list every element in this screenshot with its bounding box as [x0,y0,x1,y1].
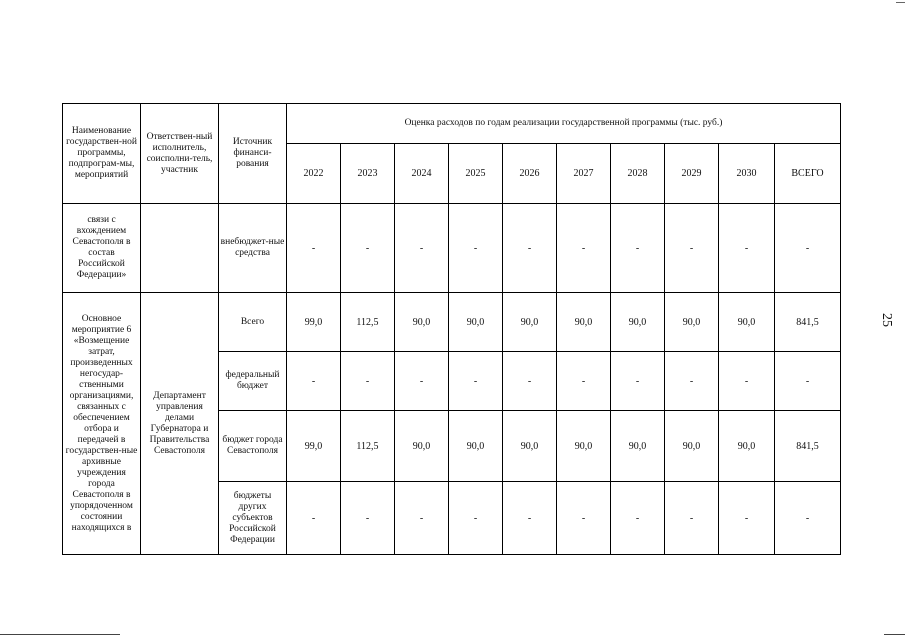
value-cell: 99,0 [287,293,341,352]
value-cell: - [449,204,503,293]
value-cell: - [557,482,611,555]
scan-border-line [896,2,905,3]
budget-table [62,103,841,555]
total-cell: - [775,352,841,411]
total-header: ВСЕГО [775,144,841,204]
value-cell: - [341,482,395,555]
year-header: 2025 [449,144,503,204]
value-cell: - [395,482,449,555]
value-cell: 99,0 [287,411,341,482]
source-cell: федеральный бюджет [219,352,287,411]
header-executor: Ответствен-ный исполнитель, соисполни-тель, участник [141,104,219,204]
value-cell: 90,0 [665,293,719,352]
value-cell: 90,0 [503,293,557,352]
header-name: Наименование государствен-ной программы, подпрограм-мы, мероприятий [63,104,141,204]
value-cell: - [611,482,665,555]
value-cell: 90,0 [719,411,775,482]
header-estimate: Оценка расходов по годам реализации государственной программы (тыс. руб.) [287,104,841,144]
value-cell: - [287,482,341,555]
year-header: 2029 [665,144,719,204]
value-cell: - [611,352,665,411]
value-cell: - [557,204,611,293]
value-cell: - [449,482,503,555]
value-cell: - [503,352,557,411]
value-cell: - [611,204,665,293]
value-cell: - [287,352,341,411]
value-cell: - [341,352,395,411]
value-cell: 90,0 [449,411,503,482]
value-cell: - [395,352,449,411]
value-cell: 90,0 [449,293,503,352]
value-cell: 90,0 [395,411,449,482]
activity-name-cell: Основное мероприятие 6 «Возмещение затрат, произведенных негосудар-ственными организациями, связанных с обеспечением отбора и передачей в государствен-ные архивные учреждения города Севастополя в упорядоченном состоянии находящихся в [63,293,141,555]
value-cell: 90,0 [557,293,611,352]
value-cell: 90,0 [719,293,775,352]
year-header: 2028 [611,144,665,204]
year-header: 2026 [503,144,557,204]
source-cell: внебюджет-ные средства [219,204,287,293]
value-cell: - [287,204,341,293]
value-cell: - [719,482,775,555]
table-row [63,293,841,352]
year-header: 2027 [557,144,611,204]
value-cell: - [665,352,719,411]
source-cell: бюджет города Севастополя [219,411,287,482]
executor-cell: Департамент управления делами Губернатора и Правительства Севастополя [141,293,219,555]
value-cell: 90,0 [611,411,665,482]
value-cell: - [557,352,611,411]
scan-border-line [884,634,905,635]
activity-name-cell: связи с вхождением Севастополя в состав Российской Федерации» [63,204,141,293]
table-row [63,204,841,293]
value-cell: 90,0 [665,411,719,482]
source-cell: Всего [219,293,287,352]
value-cell: 90,0 [557,411,611,482]
value-cell: - [449,352,503,411]
header-source: Источник финанси-рования [219,104,287,204]
value-cell: - [503,204,557,293]
total-cell: - [775,204,841,293]
value-cell: - [665,482,719,555]
total-cell: 841,5 [775,293,841,352]
total-cell: - [775,482,841,555]
value-cell: - [341,204,395,293]
value-cell: - [395,204,449,293]
header-row [63,104,841,144]
value-cell: 90,0 [611,293,665,352]
year-header: 2024 [395,144,449,204]
value-cell: - [719,352,775,411]
value-cell: - [503,482,557,555]
value-cell: 90,0 [503,411,557,482]
source-cell: бюджеты других субъектов Российской Федерации [219,482,287,555]
value-cell: 112,5 [341,411,395,482]
year-header: 2030 [719,144,775,204]
value-cell: 112,5 [341,293,395,352]
value-cell: - [719,204,775,293]
page-number: 25 [879,313,894,327]
scan-border-line [0,634,120,635]
year-header: 2023 [341,144,395,204]
year-header: 2022 [287,144,341,204]
total-cell: 841,5 [775,411,841,482]
value-cell: - [665,204,719,293]
executor-cell [141,204,219,293]
value-cell: 90,0 [395,293,449,352]
